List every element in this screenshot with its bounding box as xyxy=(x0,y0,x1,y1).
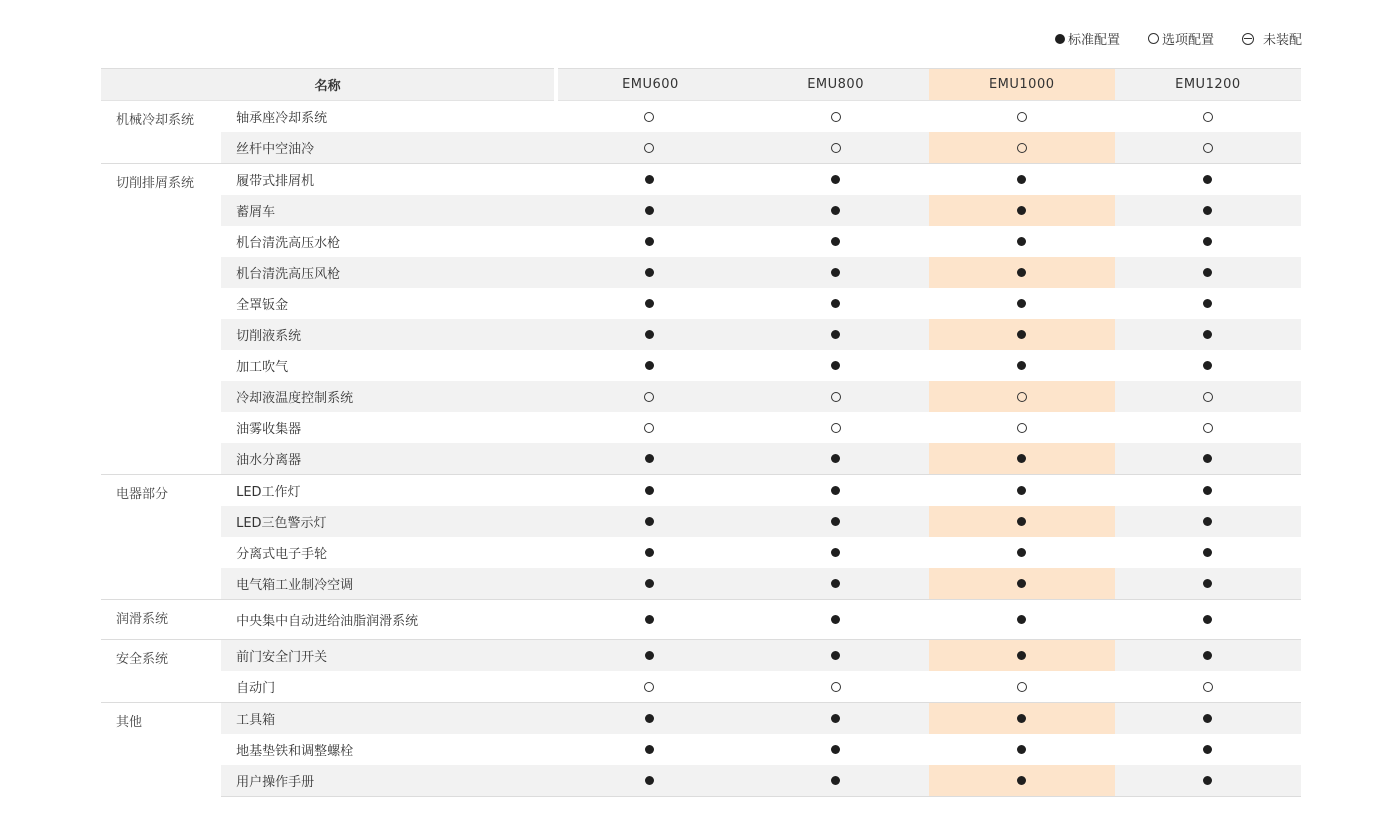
mark-cell xyxy=(743,319,929,350)
mark-cell xyxy=(556,381,742,412)
filled-dot-icon xyxy=(1017,237,1026,246)
item-name-cell: 分离式电子手轮 xyxy=(236,547,328,562)
filled-dot-icon xyxy=(645,175,654,184)
mark-cell xyxy=(1115,288,1301,319)
item-name-cell: 蓄屑车 xyxy=(221,195,556,226)
mark-cell xyxy=(1115,734,1301,765)
hollow-circle-icon xyxy=(644,682,654,692)
table-body xyxy=(101,101,1301,797)
hollow-circle-icon xyxy=(1017,143,1027,153)
hollow-circle-icon xyxy=(831,682,841,692)
mark-cell xyxy=(1115,381,1301,412)
mark-cell xyxy=(929,350,1115,381)
hollow-circle-icon xyxy=(1203,112,1213,122)
filled-dot-icon xyxy=(645,299,654,308)
hollow-circle-icon xyxy=(1203,143,1213,153)
filled-dot-icon xyxy=(1203,776,1212,785)
model-header-emu800: EMU800 xyxy=(743,69,929,101)
hollow-circle-icon xyxy=(644,392,654,402)
category-cell: 安全系统 xyxy=(101,640,221,703)
mark-cell xyxy=(1115,164,1301,196)
mark-cell xyxy=(929,164,1115,196)
filled-dot-icon xyxy=(831,651,840,660)
hollow-circle-icon xyxy=(831,392,841,402)
mark-cell xyxy=(929,257,1115,288)
filled-dot-icon xyxy=(831,615,840,624)
item-name-cell: 电气箱工业制冷空调 xyxy=(221,568,556,600)
filled-dot-icon xyxy=(645,517,654,526)
filled-dot-icon xyxy=(1017,486,1026,495)
filled-dot-icon xyxy=(1017,714,1026,723)
table-header-row xyxy=(101,69,1301,101)
mark-cell xyxy=(743,443,929,475)
mark-cell xyxy=(556,195,742,226)
mark-cell xyxy=(929,195,1115,226)
hollow-circle-icon xyxy=(1203,392,1213,402)
mark-cell xyxy=(929,506,1115,537)
mark-cell xyxy=(556,537,742,568)
mark-cell xyxy=(1115,703,1301,735)
category-cell: 其他 xyxy=(101,703,221,797)
legend xyxy=(1055,29,1302,48)
filled-dot-icon xyxy=(1017,776,1026,785)
mark-cell xyxy=(743,734,929,765)
mark-cell xyxy=(743,164,929,196)
filled-dot-icon xyxy=(1017,651,1026,660)
legend-optional xyxy=(1148,29,1214,48)
table-row xyxy=(101,765,1301,797)
item-name-cell: 机台清洗高压水枪 xyxy=(236,236,341,251)
legend-standard xyxy=(1055,29,1120,48)
filled-dot-icon xyxy=(645,330,654,339)
mark-cell xyxy=(556,703,742,735)
filled-dot-icon xyxy=(1017,299,1026,308)
filled-dot-icon xyxy=(831,299,840,308)
mark-cell xyxy=(1115,132,1301,164)
table-row xyxy=(101,288,1301,319)
filled-dot-icon xyxy=(645,237,654,246)
filled-dot-icon xyxy=(831,776,840,785)
filled-dot-icon xyxy=(831,237,840,246)
category-cell: 润滑系统 xyxy=(101,600,221,640)
mark-cell xyxy=(929,703,1115,735)
table-row xyxy=(101,600,1301,640)
filled-dot-icon xyxy=(1017,517,1026,526)
filled-dot-icon xyxy=(1203,651,1212,660)
mark-cell xyxy=(743,257,929,288)
filled-dot-icon xyxy=(1203,175,1212,184)
mark-cell xyxy=(743,195,929,226)
hollow-circle-icon xyxy=(644,423,654,433)
filled-dot-icon xyxy=(645,206,654,215)
filled-dot-icon xyxy=(1017,548,1026,557)
mark-cell xyxy=(929,600,1115,640)
table-row xyxy=(101,195,1301,226)
mark-cell xyxy=(1115,412,1301,443)
filled-dot-icon xyxy=(1203,330,1212,339)
filled-dot-icon xyxy=(645,361,654,370)
table-row xyxy=(101,475,1301,507)
item-name-cell: 自动门 xyxy=(236,681,276,696)
mark-cell xyxy=(1115,600,1301,640)
mark-cell xyxy=(743,101,929,133)
mark-cell xyxy=(556,132,742,164)
filled-dot-icon xyxy=(1203,237,1212,246)
item-name-cell: 前门安全门开关 xyxy=(221,640,556,672)
item-name-cell: 工具箱 xyxy=(221,703,556,735)
mark-cell xyxy=(556,506,742,537)
mark-cell xyxy=(556,640,742,672)
mark-cell xyxy=(556,600,742,640)
filled-dot-icon xyxy=(1203,714,1212,723)
hollow-circle-icon xyxy=(1017,392,1027,402)
mark-cell xyxy=(743,288,929,319)
mark-cell xyxy=(556,568,742,600)
mark-cell xyxy=(743,132,929,164)
table-row xyxy=(101,226,1301,257)
mark-cell xyxy=(556,319,742,350)
hollow-circle-icon xyxy=(1017,682,1027,692)
filled-dot-icon xyxy=(831,486,840,495)
mark-cell xyxy=(1115,195,1301,226)
mark-cell xyxy=(556,475,742,507)
filled-dot-icon xyxy=(831,330,840,339)
filled-dot-icon xyxy=(1203,454,1212,463)
hollow-circle-icon xyxy=(1017,423,1027,433)
filled-dot-icon xyxy=(1203,548,1212,557)
filled-dot-icon xyxy=(1017,454,1026,463)
mark-cell xyxy=(556,671,742,703)
filled-dot-icon xyxy=(645,548,654,557)
mark-cell xyxy=(929,568,1115,600)
table-row xyxy=(101,506,1301,537)
name-column-header: 名称 xyxy=(101,69,556,101)
mark-cell xyxy=(743,703,929,735)
mark-cell xyxy=(743,640,929,672)
mark-cell xyxy=(743,226,929,257)
filled-dot-icon xyxy=(1203,579,1212,588)
mark-cell xyxy=(743,381,929,412)
filled-dot-icon xyxy=(1203,206,1212,215)
filled-dot-icon xyxy=(1203,517,1212,526)
mark-cell xyxy=(929,381,1115,412)
mark-cell xyxy=(1115,568,1301,600)
item-name-cell: 轴承座冷却系统 xyxy=(236,111,328,126)
filled-dot-icon xyxy=(1203,745,1212,754)
mark-cell xyxy=(556,257,742,288)
mark-cell xyxy=(929,319,1115,350)
filled-dot-icon xyxy=(645,579,654,588)
mark-cell xyxy=(1115,257,1301,288)
filled-dot-icon xyxy=(1203,486,1212,495)
mark-cell xyxy=(929,537,1115,568)
hollow-circle-icon xyxy=(1203,682,1213,692)
mark-cell xyxy=(743,475,929,507)
filled-dot-icon xyxy=(645,714,654,723)
filled-dot-icon xyxy=(1203,268,1212,277)
filled-dot-icon xyxy=(1017,330,1026,339)
table-row xyxy=(101,640,1301,672)
mark-cell xyxy=(556,226,742,257)
item-name-cell: LED工作灯 xyxy=(221,475,556,507)
item-name-cell: 地基垫铁和调整螺栓 xyxy=(236,744,354,759)
hollow-circle-icon xyxy=(831,143,841,153)
item-name-cell: 履带式排屑机 xyxy=(221,164,556,196)
filled-dot-icon xyxy=(645,615,654,624)
mark-cell xyxy=(556,350,742,381)
filled-dot-icon xyxy=(645,268,654,277)
filled-dot-icon xyxy=(1017,268,1026,277)
mark-cell xyxy=(929,412,1115,443)
item-name-cell: 切削液系统 xyxy=(221,319,556,350)
filled-dot-icon xyxy=(645,651,654,660)
mark-cell xyxy=(1115,350,1301,381)
legend-optional-label: 选项配置 xyxy=(1161,33,1214,48)
mark-cell xyxy=(1115,101,1301,133)
table-row xyxy=(101,257,1301,288)
table-row xyxy=(101,412,1301,443)
mark-cell xyxy=(556,443,742,475)
mark-cell xyxy=(1115,443,1301,475)
mark-cell xyxy=(556,101,742,133)
mark-cell xyxy=(929,288,1115,319)
filled-dot-icon xyxy=(831,548,840,557)
mark-cell xyxy=(929,475,1115,507)
mark-cell xyxy=(1115,537,1301,568)
mark-cell xyxy=(743,568,929,600)
table-row xyxy=(101,132,1301,164)
mark-cell xyxy=(929,101,1115,133)
model-header-emu1000: EMU1000 xyxy=(929,69,1115,101)
mark-cell xyxy=(929,443,1115,475)
filled-dot-icon xyxy=(1055,34,1065,44)
item-name-cell: 用户操作手册 xyxy=(221,765,556,797)
item-name-cell: 全罩钣金 xyxy=(236,298,289,313)
item-name-cell: 丝杆中空油冷 xyxy=(221,132,556,164)
hollow-circle-icon xyxy=(831,112,841,122)
filled-dot-icon xyxy=(1017,615,1026,624)
mark-cell xyxy=(556,164,742,196)
item-name-cell: 冷却液温度控制系统 xyxy=(221,381,556,412)
item-name-cell: 加工吹气 xyxy=(236,360,289,375)
table-row xyxy=(101,568,1301,600)
table-row xyxy=(101,381,1301,412)
mark-cell xyxy=(1115,671,1301,703)
mark-cell xyxy=(743,537,929,568)
filled-dot-icon xyxy=(645,776,654,785)
mark-cell xyxy=(1115,226,1301,257)
model-header-emu600: EMU600 xyxy=(556,69,742,101)
filled-dot-icon xyxy=(1203,361,1212,370)
mark-cell xyxy=(929,132,1115,164)
filled-dot-icon xyxy=(645,454,654,463)
configuration-table xyxy=(101,68,1301,797)
category-cell: 电器部分 xyxy=(101,475,221,600)
model-header-emu1200: EMU1200 xyxy=(1115,69,1301,101)
table-row xyxy=(101,101,1301,133)
item-name-cell: LED三色警示灯 xyxy=(221,506,556,537)
mark-cell xyxy=(743,671,929,703)
table-row xyxy=(101,671,1301,703)
item-name-cell: 油水分离器 xyxy=(221,443,556,475)
hollow-circle-icon xyxy=(831,423,841,433)
hollow-circle-icon xyxy=(644,143,654,153)
table-row xyxy=(101,734,1301,765)
table-row xyxy=(101,537,1301,568)
filled-dot-icon xyxy=(1017,206,1026,215)
filled-dot-icon xyxy=(831,579,840,588)
mark-cell xyxy=(1115,640,1301,672)
table-row xyxy=(101,350,1301,381)
filled-dot-icon xyxy=(1017,175,1026,184)
hollow-circle-icon xyxy=(1203,423,1213,433)
mark-cell xyxy=(743,600,929,640)
hollow-circle-icon xyxy=(1148,33,1159,44)
mark-cell xyxy=(1115,475,1301,507)
table-row xyxy=(101,443,1301,475)
filled-dot-icon xyxy=(831,454,840,463)
filled-dot-icon xyxy=(1017,579,1026,588)
filled-dot-icon xyxy=(831,517,840,526)
filled-dot-icon xyxy=(1203,615,1212,624)
mark-cell xyxy=(743,765,929,797)
filled-dot-icon xyxy=(1017,361,1026,370)
legend-standard-label: 标准配置 xyxy=(1067,33,1120,48)
filled-dot-icon xyxy=(1203,299,1212,308)
mark-cell xyxy=(556,412,742,443)
circle-minus-icon xyxy=(1242,33,1254,45)
hollow-circle-icon xyxy=(644,112,654,122)
filled-dot-icon xyxy=(831,361,840,370)
mark-cell xyxy=(929,765,1115,797)
mark-cell xyxy=(743,506,929,537)
filled-dot-icon xyxy=(645,486,654,495)
table-row xyxy=(101,319,1301,350)
mark-cell xyxy=(1115,765,1301,797)
mark-cell xyxy=(556,288,742,319)
mark-cell xyxy=(929,671,1115,703)
legend-not-equipped xyxy=(1242,29,1302,48)
mark-cell xyxy=(743,412,929,443)
filled-dot-icon xyxy=(831,175,840,184)
mark-cell xyxy=(929,226,1115,257)
filled-dot-icon xyxy=(1017,745,1026,754)
category-cell: 机械冷却系统 xyxy=(101,101,221,164)
table-row xyxy=(101,164,1301,196)
category-cell: 切削排屑系统 xyxy=(101,164,221,475)
table-row xyxy=(101,703,1301,735)
mark-cell xyxy=(929,640,1115,672)
mark-cell xyxy=(556,765,742,797)
mark-cell xyxy=(743,350,929,381)
filled-dot-icon xyxy=(831,714,840,723)
filled-dot-icon xyxy=(831,268,840,277)
mark-cell xyxy=(1115,506,1301,537)
mark-cell xyxy=(556,734,742,765)
item-name-cell: 中央集中自动进给油脂润滑系统 xyxy=(221,600,556,640)
filled-dot-icon xyxy=(645,745,654,754)
mark-cell xyxy=(1115,319,1301,350)
item-name-cell: 油雾收集器 xyxy=(236,422,302,437)
legend-not-equipped-label: 未装配 xyxy=(1262,33,1302,48)
hollow-circle-icon xyxy=(1017,112,1027,122)
filled-dot-icon xyxy=(831,206,840,215)
item-name-cell: 机台清洗高压风枪 xyxy=(221,257,556,288)
mark-cell xyxy=(929,734,1115,765)
filled-dot-icon xyxy=(831,745,840,754)
